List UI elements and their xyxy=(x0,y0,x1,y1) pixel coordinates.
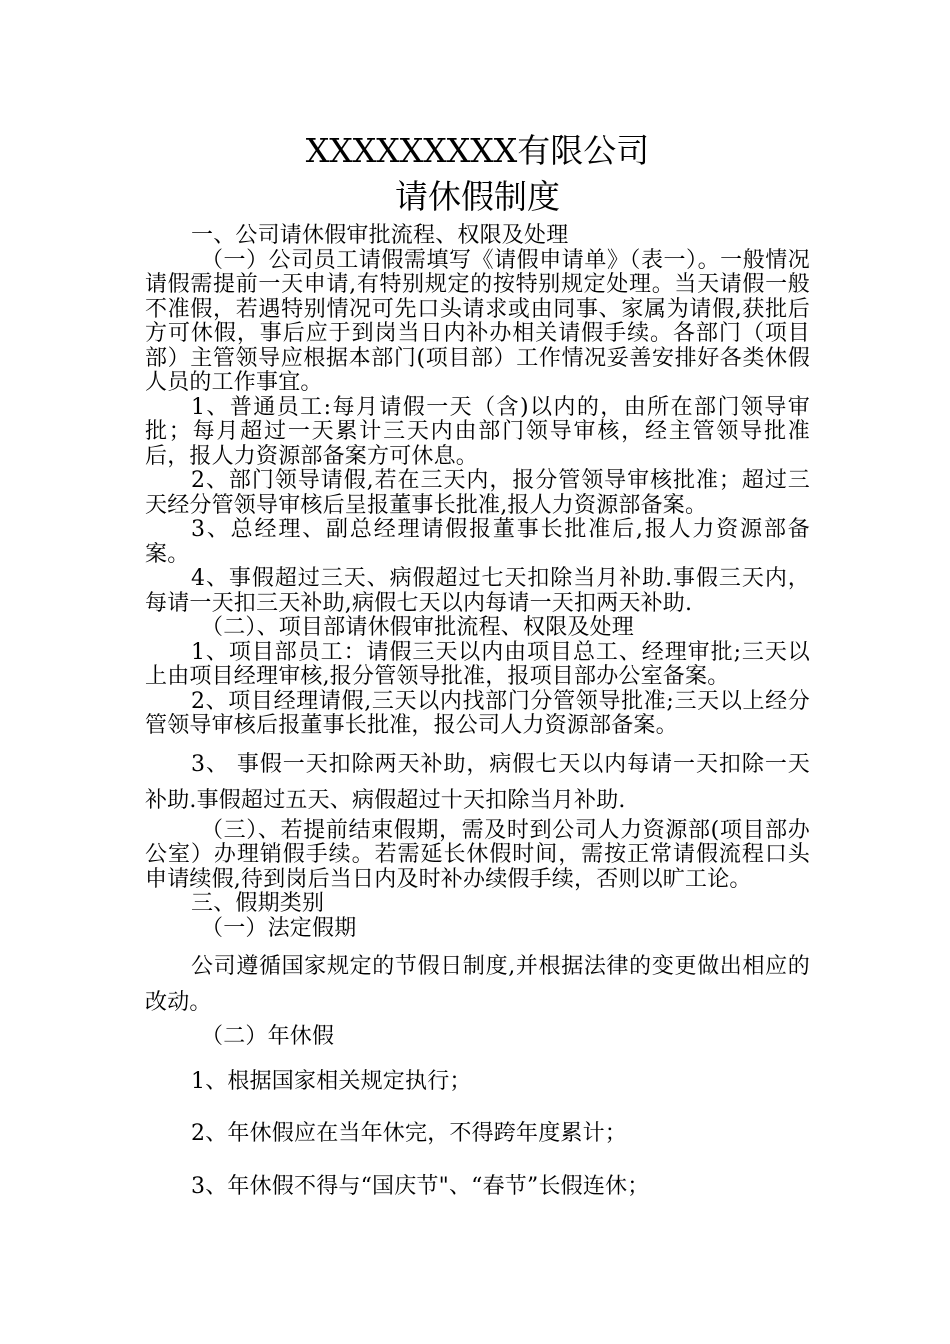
paragraph-3-2-2: 2、年休假应在当年休完，不得跨年度累计； xyxy=(191,1121,627,1146)
paragraph-3-1-heading: （一）法定假期 xyxy=(201,915,357,941)
paragraph-1-2: （二）、项目部请休假审批流程、权限及处理 xyxy=(201,615,635,640)
paragraph-1-3: （三）、若提前结束假期，需及时到公司人力资源部(项目部办公室）办理销假手续。若需延长休假时间，需按正常请假流程口头申请续假,待到岗后当日内及时补办续假手续，否则以旷工论。 xyxy=(145,817,810,892)
paragraph-1-1-2: 2、部门领导请假,若在三天内，报分管领导审核批准；超过三天经分管领导审核后呈报董事长批准,报人力资源部备案。 xyxy=(145,468,810,518)
paragraph-3-2-heading: （二）年休假 xyxy=(201,1024,335,1049)
paragraph-3-2-1: 1、根据国家相关规定执行； xyxy=(191,1068,472,1094)
document-title: 请休假制度 xyxy=(395,177,560,216)
paragraph-3-1: 公司遵循国家规定的节假日制度,并根据法律的变更做出相应的改动。 xyxy=(145,954,810,1015)
paragraph-1-1-1: 1、普通员工:每月请假一天（含)以内的，由所在部门领导审批；每月超过一天累计三天内由部门领导审核，经主管领导批准后，报人力资源部备案方可休息。 xyxy=(145,394,810,469)
paragraph-3-2-3: 3、年休假不得与“国庆节"、“春节”长假连休； xyxy=(191,1173,650,1199)
company-name: XXXXXXXXX有限公司 xyxy=(305,131,650,170)
paragraph-1-1-4: 4、事假超过三天、病假超过七天扣除当月补助.事假三天内，每请一天扣三天补助,病假七天以内每请一天扣两天补助. xyxy=(145,566,810,616)
section-heading-3: 三、假期类别 xyxy=(191,891,325,916)
paragraph-1-1-3: 3、总经理、副总经理请假报董事长批准后,报人力资源部备案。 xyxy=(145,517,810,567)
paragraph-1-1: （一）公司员工请假需填写《请假申请单》（表一）。一般情况请假需提前一天申请,有特别规定的按特别规定处理。当天请假一般不准假，若遇特别情况可先口头请求或由同事、家属为请假,获批后方可休假，事后应于到岗当日内补办相关请假手续。各部门（项目部）主管领导应根据本部门(项目部）工作情况妥善安排好各类休假人员的工作事宜。 xyxy=(145,247,810,395)
section-heading-1: 一、公司请休假审批流程、权限及处理 xyxy=(191,223,569,248)
paragraph-1-2-3: 3、 事假一天扣除两天补助，病假七天以内每请一天扣除一天补助.事假超过五天、病假超过十天扣除当月补助. xyxy=(145,751,810,813)
paragraph-1-2-1: 1、项目部员工：请假三天以内由项目总工、经理审批;三天以上由项目经理审核,报分管领导批准，报项目部办公室备案。 xyxy=(145,639,810,689)
paragraph-1-2-2: 2、项目经理请假,三天以内找部门分管领导批准;三天以上经分管领导审核后报董事长批准，报公司人力资源部备案。 xyxy=(145,688,810,738)
document-page xyxy=(145,128,810,1199)
